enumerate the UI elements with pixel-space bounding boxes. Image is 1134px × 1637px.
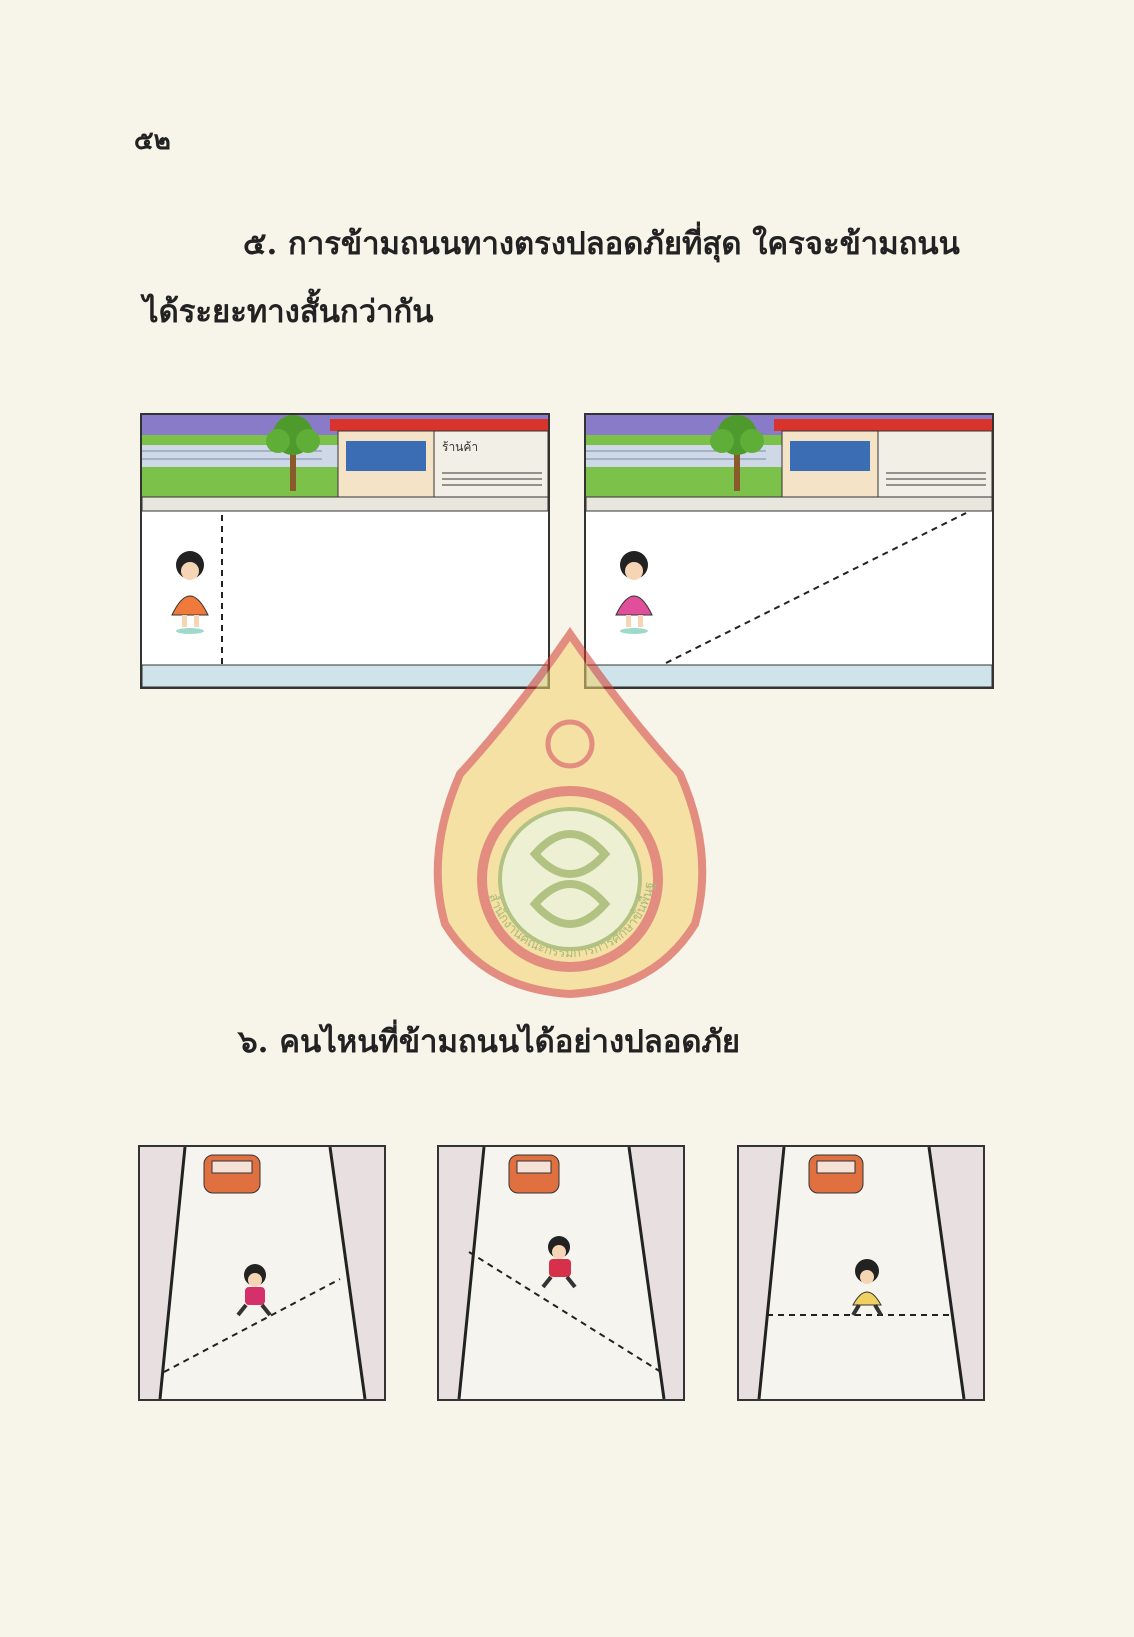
illustration-crossing-b (437, 1145, 685, 1401)
girl-orange-dress (172, 551, 208, 634)
seal-caption: สำนักงานคณะกรรมการการศึกษาขั้นพื้นฐ (484, 880, 658, 962)
question-5-line-1: ๕. การข้ามถนนทางตรงปลอดภัยที่สุด ใครจะข้ามถนน (243, 226, 960, 262)
shop-sign: ร้านค้า (442, 440, 479, 454)
car (509, 1155, 559, 1193)
question-6: ๖. คนไหนที่ข้ามถนนได้อย่างปลอดภัย (238, 1024, 741, 1060)
girl-pink-dress (616, 551, 652, 634)
illustration-crossing-c (737, 1145, 985, 1401)
question-5-line-2: ได้ระยะทางสั้นกว่ากัน (143, 294, 434, 330)
car (809, 1155, 863, 1193)
illustration-crossing-a (138, 1145, 386, 1401)
car (204, 1155, 260, 1193)
page-number: ๕๒ (134, 126, 171, 156)
watermark-seal (425, 624, 715, 999)
question-5 (143, 210, 1003, 346)
